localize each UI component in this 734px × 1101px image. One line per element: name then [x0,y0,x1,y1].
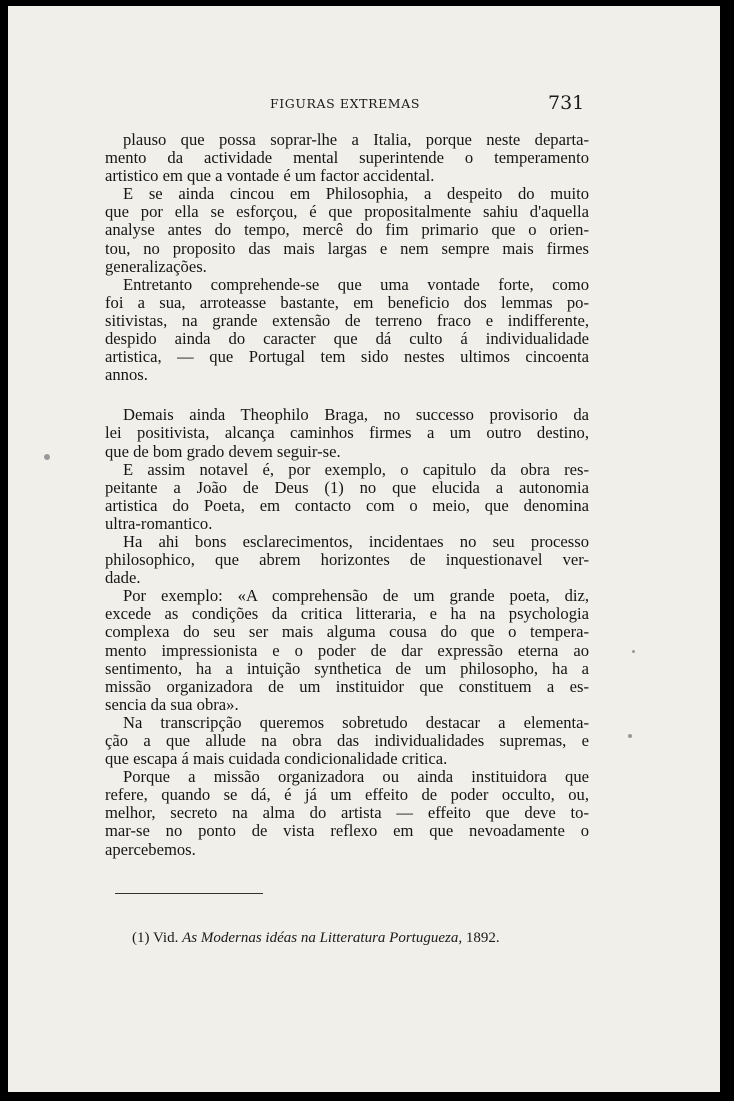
paragraph [105,714,589,768]
text-line: artistica, — que Portugal tem sido nestes ultimos cincoenta [105,347,589,367]
paragraph [105,276,589,385]
book-page [8,6,720,1092]
text-line: E se ainda cincou em Philosophia, a despeito do muito [123,184,589,204]
text-line: peitante a João de Deus (1) no que elucida a autonomia [105,477,589,497]
section-gap [105,384,589,406]
text-line: lei positivista, alcança caminhos firmes a um outro destino, [105,423,589,443]
footnote [132,930,500,947]
text-line: ção a que allude na obra das individualidades supremas, e [105,731,589,750]
paragraph [105,461,589,533]
text-line: sitivistas, na grande extensão de terreno fraco e indifferente, [105,310,589,330]
paragraph [105,587,589,714]
paper-speck [632,650,635,653]
text-line: excede as condições da critica litteraria, e ha na psychologia [105,604,589,624]
paragraph [105,185,589,275]
text-line: sencia da sua obra». [105,694,239,714]
text-line: artistico em que a vontade é um factor accidental. [105,166,435,186]
text-line: tou, no proposito das mais largas e nem sempre mais firmes [105,238,589,258]
text-line: complexa do seu ser mais alguma cousa do que o tempera- [105,622,589,642]
text-line: melhor, secreto na alma do artista — effeito que deve to- [105,803,589,823]
text-line: que por ella se esforçou, é que propositalmente sahiu d'aquella [105,202,589,222]
page-number: 731 [548,92,585,114]
footnote-divider [115,893,263,894]
text-line: missão organizadora de um instituidor que constituem a es- [105,676,589,696]
text-line: plauso que possa soprar-lhe a Italia, porque neste departa- [123,130,589,149]
text-line: annos. [105,365,148,385]
text-line: mento impressionista e o poder de dar expressão eterna ao [105,640,589,660]
paper-speck [628,734,632,738]
text-line: Porque a missão organizadora ou ainda instituidora que [123,767,589,787]
text-line: Ha ahi bons esclarecimentos, incidentaes no seu processo [123,531,589,551]
text-line: ultra-romantico. [105,513,213,533]
text-line: apercebemos. [105,839,196,859]
text-line: Demais ainda Theophilo Braga, no successo provisorio da [123,405,589,425]
running-title: FIGURAS EXTREMAS [270,96,420,111]
paragraph [105,768,589,858]
text-line: Entretanto comprehende-se que uma vontade forte, como [123,274,589,294]
text-line: que escapa á mais cuidada condicionalidade critica. [105,749,448,769]
text-line: E assim notavel é, por exemplo, o capitulo da obra res- [123,459,589,479]
text-line: que de bom grado devem seguir-se. [105,441,341,461]
body-text [105,131,589,859]
text-line: foi a sua, arroteasse bastante, em beneficio dos lemmas po- [105,292,589,312]
text-line: generalizações. [105,256,207,276]
paragraph [105,131,589,185]
text-line: refere, quando se dá, é já um effeito de poder occulto, ou, [105,785,589,805]
text-line: Na transcripção queremos sobretudo destacar a elementa- [123,712,589,732]
text-line: Por exemplo: «A comprehensão de um grande poeta, diz, [123,586,589,606]
footnote-marker: (1) Vid. [132,930,183,946]
text-line: analyse antes do tempo, mercê do fim primario que o orien- [105,220,589,240]
text-line: artistica do Poeta, em contacto com o meio, que denomina [105,495,589,515]
text-line: mento da actividade mental superintende o temperamento [105,148,589,168]
text-line: dade. [105,568,141,588]
footnote-year: 1892. [462,930,500,946]
page-header [8,92,720,116]
footnote-title: As Modernas idéas na Litteratura Portugueza, [182,930,463,946]
paper-speck [44,454,50,460]
text-line: philosophico, que abrem horizontes de inquestionavel ver- [105,550,589,570]
text-line: sentimento, ha a intuição synthetica de um philosopho, ha a [105,658,589,678]
text-line: mar-se no ponto de vista reflexo em que nevoadamente o [105,821,589,841]
paragraph [105,406,589,460]
text-line: despido ainda do caracter que dá culto á individualidade [105,329,589,349]
paragraph [105,533,589,587]
